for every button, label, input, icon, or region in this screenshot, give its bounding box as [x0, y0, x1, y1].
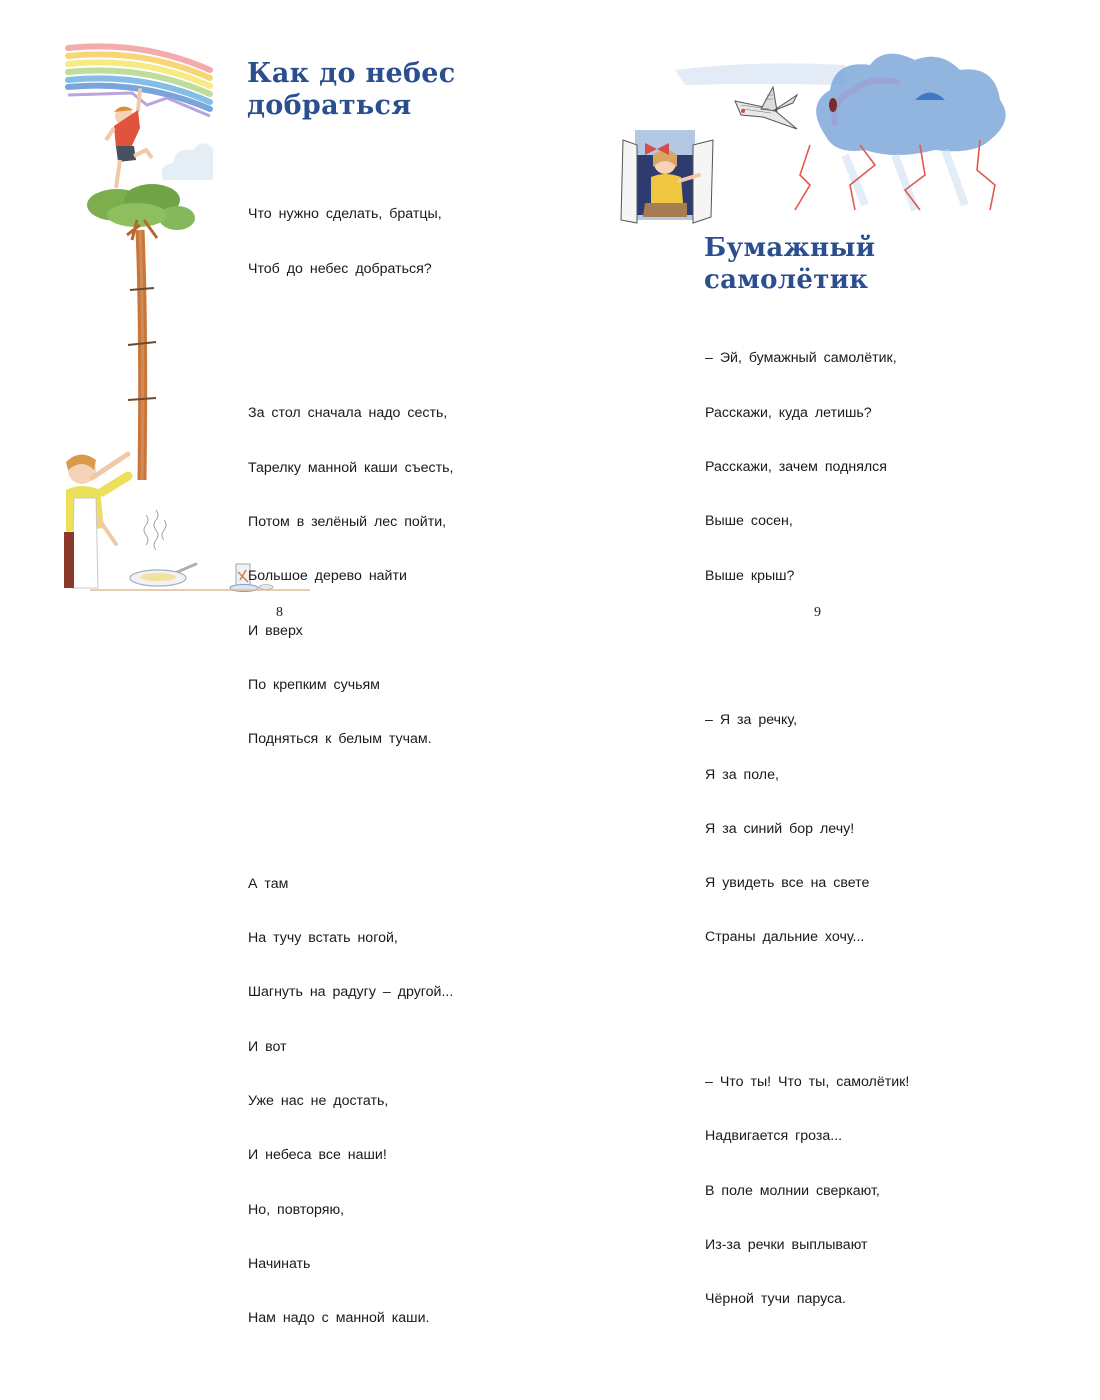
- paper-airplane-illustration: [733, 85, 803, 135]
- storm-cloud-illustration: [805, 45, 1015, 215]
- page-number-right: 9: [814, 605, 821, 620]
- stanza: [705, 313, 909, 621]
- poem-line: И вот: [248, 1038, 287, 1055]
- poem-line: Из-за речки выплывают: [705, 1236, 868, 1253]
- girl-in-window-illustration: [615, 125, 715, 225]
- poem-line: Расскажи, зачем поднялся: [705, 458, 887, 475]
- poem-line: Я за поле,: [705, 766, 779, 783]
- poem-line: – Эй, бумажный самолётик,: [705, 350, 897, 367]
- stanza: [705, 675, 909, 983]
- poem-line: За стол сначала надо сесть,: [248, 405, 448, 422]
- poem-line: Надвигается гроза...: [705, 1128, 843, 1145]
- left-page: [0, 0, 550, 1327]
- poem-line: Уже нас не достать,: [248, 1092, 389, 1109]
- porridge-bowl-illustration: [128, 562, 200, 592]
- stanza: [248, 169, 453, 314]
- poem-line: И небеса все наши!: [248, 1147, 387, 1164]
- steam-illustration: [140, 510, 170, 570]
- poem-text-right: [705, 277, 909, 1381]
- poem-line: Страны дальние хочу...: [705, 929, 865, 946]
- poem-line: Чёрной тучи паруса.: [705, 1291, 847, 1308]
- poem-title-left: [247, 58, 507, 122]
- poem-line: Что нужно сделать, братцы,: [248, 206, 442, 223]
- poem-text-left: [248, 133, 453, 1400]
- poem-line: На тучу встать ногой,: [248, 930, 398, 947]
- poem-line: Шагнуть на радугу – другой...: [248, 984, 454, 1001]
- cloud-illustration: [158, 135, 218, 185]
- poem-line: А там: [248, 875, 289, 892]
- poem-line: Чтоб до небес добраться?: [248, 260, 432, 277]
- poem-line: Но, повторяю,: [248, 1201, 345, 1218]
- poem-line: Большое дерево найти: [248, 568, 407, 585]
- poem-title-right: Бумажный самолётик: [704, 233, 876, 295]
- poem-line: Потом в зелёный лес пойти,: [248, 513, 447, 530]
- stanza: [705, 1037, 909, 1345]
- title-line: добраться: [247, 90, 412, 121]
- stanza: [248, 839, 453, 1364]
- poem-line: Тарелку манной каши съесть,: [248, 459, 454, 476]
- poem-line: Выше сосен,: [705, 513, 793, 530]
- poem-line: Я за синий бор лечу!: [705, 820, 855, 837]
- poem-line: В поле молнии сверкают,: [705, 1182, 880, 1199]
- pine-tree-illustration: [82, 180, 197, 480]
- poem-line: Я увидеть все на свете: [705, 875, 870, 892]
- poem-line: – Я за речку,: [705, 712, 798, 729]
- poem-line: Нам надо с манной каши.: [248, 1310, 430, 1327]
- poem-line: Выше крыш?: [705, 567, 795, 584]
- poem-line: И вверх: [248, 622, 303, 639]
- poem-line: Подняться к белым тучам.: [248, 731, 432, 748]
- poem-line: Начинать: [248, 1255, 311, 1272]
- poem-line: Расскажи, куда летишь?: [705, 404, 872, 421]
- poem-line: По крепким сучьям: [248, 676, 380, 693]
- page-number-left: 8: [276, 605, 283, 620]
- poem-line: – Что ты! Что ты, самолётик!: [705, 1074, 910, 1091]
- title-line: Как до небес: [247, 58, 456, 89]
- stanza: [248, 368, 453, 784]
